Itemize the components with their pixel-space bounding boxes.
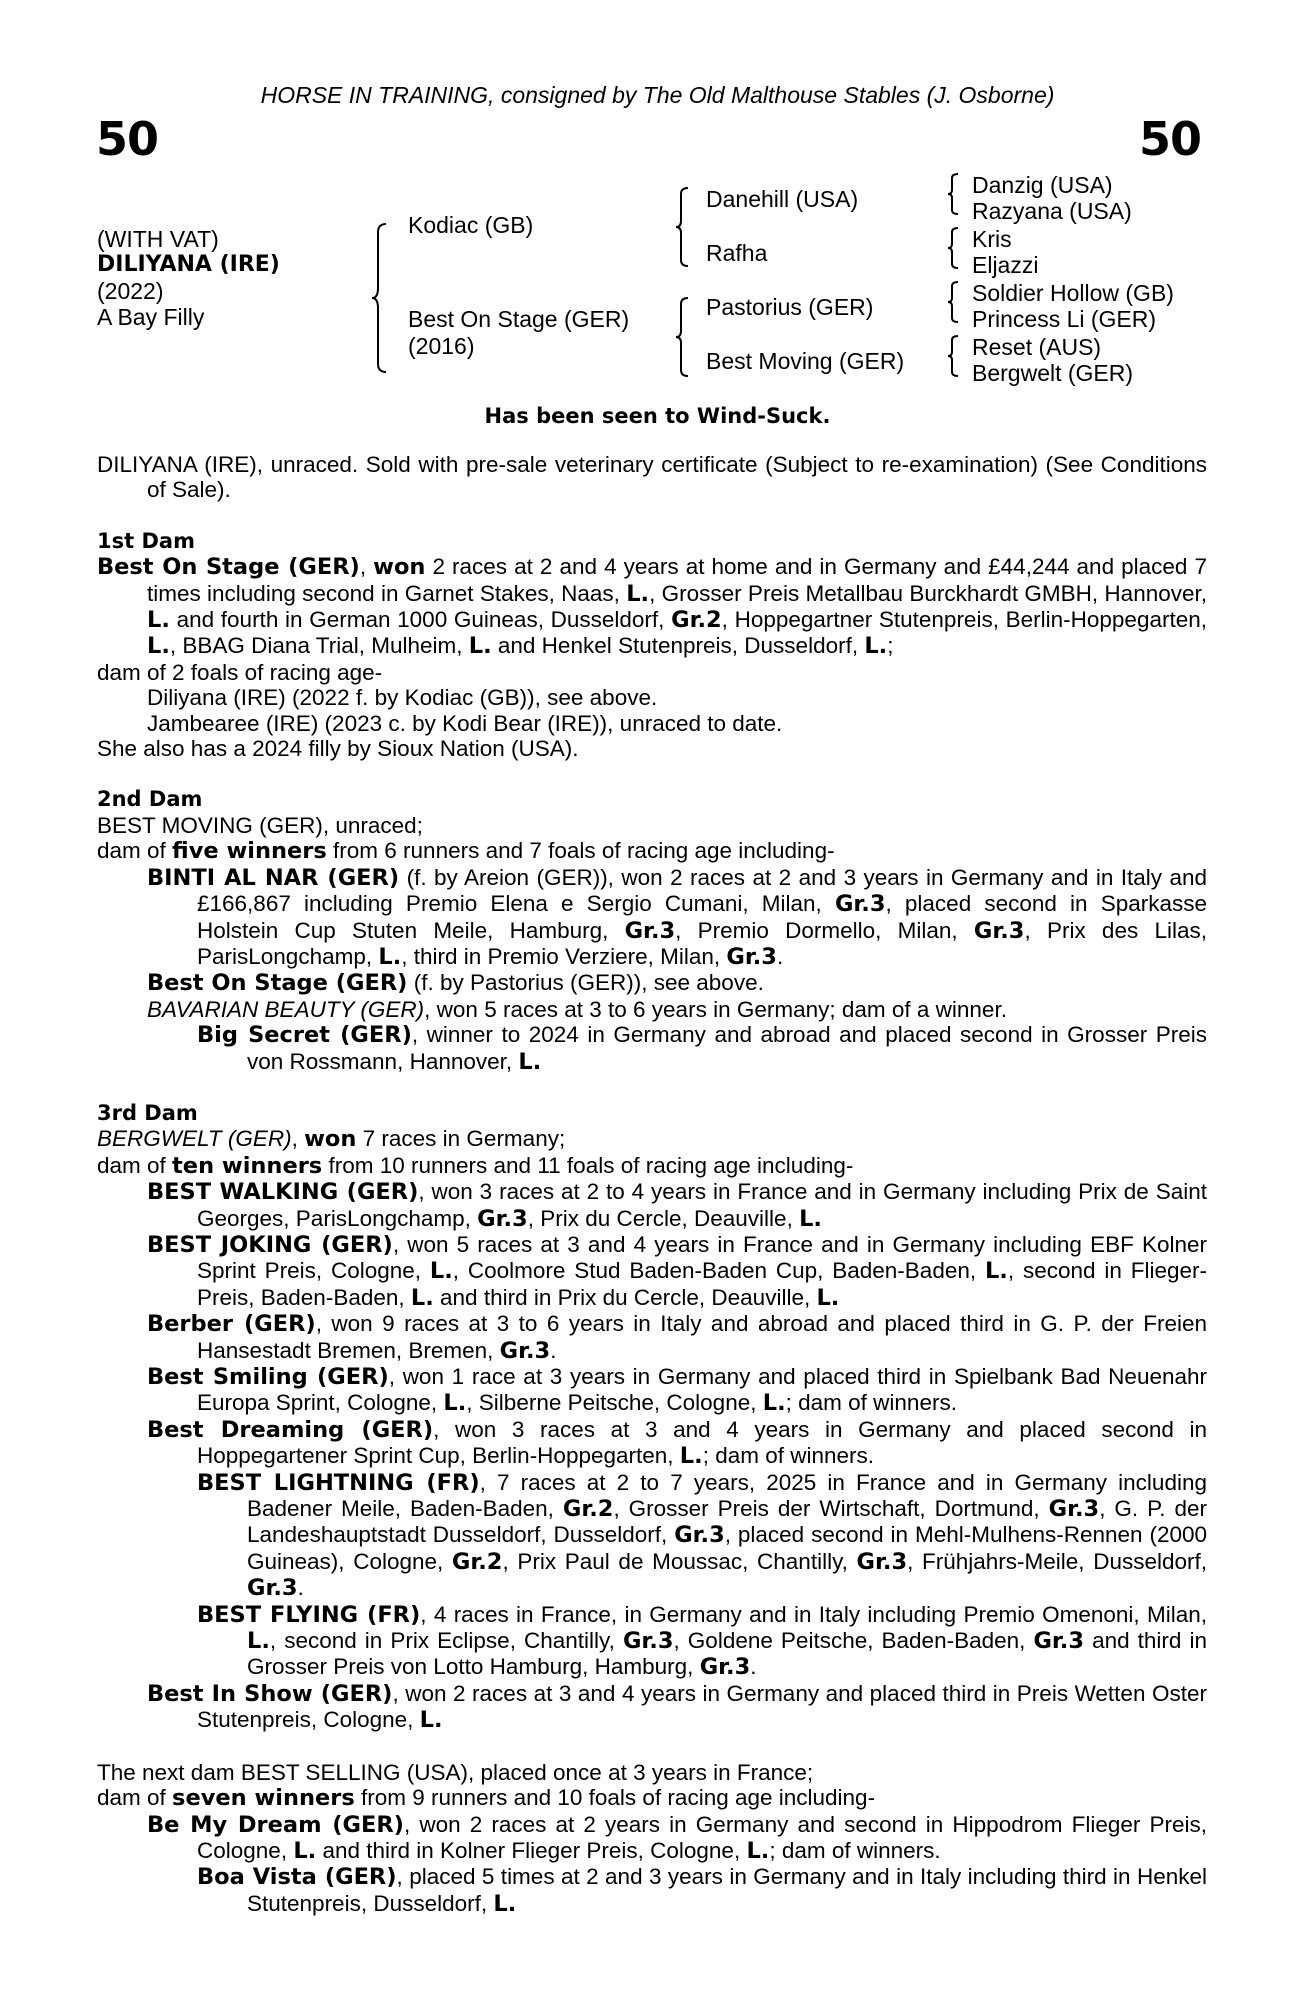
dam-name: Best On Stage (GER): [408, 306, 630, 332]
binti-al-nar-entry: BINTI AL NAR (GER) (f. by Areion (GER)), won 2 races at 2 and 3 years in Germany and in Italy and £166,867 including Premio Elena e Sergio Cumani, Milan, Gr.3, placed second in Sparkasse Holstein Cup Stuten Meile, Hamburg, Gr.3, Premio Dormello, Milan, Gr.3, Prix des Lilas, ParisLongchamp, L., third in Premio Verziere, Milan, Gr.3.: [147, 864, 1208, 970]
berber-entry: Berber (GER), won 9 races at 3 to 6 years in Italy and abroad and placed third in G. P. der Freien Hansestadt Bremen, Bremen, Gr.3.: [147, 1311, 1207, 1364]
dam-sire: Pastorius (GER): [706, 294, 874, 320]
first-dam-foal-1: Diliyana (IRE) (2022 f. by Kodiac (GB)), see above.: [147, 685, 658, 711]
pedigree-brace-sire: [674, 186, 690, 268]
dam-year: (2016): [408, 333, 475, 359]
third-dam-heading: 3rd Dam: [97, 1100, 198, 1125]
first-dam-record: Best On Stage (GER), won 2 races at 2 and 4 years at home and in Germany and £44,244 and placed 7 times including second in Garnet Stakes, Naas, L., Grosser Preis Metallbau Burckhardt GMBH, Hannover, L. and fourth in German 1000 Guineas, Dusseldorf, Gr.2, Hoppegartner Stutenpreis, Berlin-Hoppegarten, L., BBAG Diana Trial, Mulheim, L. and Henkel Stutenpreis, Dusseldorf, L.;: [97, 554, 1207, 660]
sire-name: Kodiac (GB): [408, 212, 534, 238]
boa-vista-entry: Boa Vista (GER), placed 5 times at 2 and 3 years in Germany and in Italy including third in Henkel Stutenpreis, Dusseldorf, L.: [197, 1864, 1207, 1917]
consignment-header: HORSE IN TRAINING, consigned by The Old Malthouse Stables (J. Osborne): [260, 82, 1055, 108]
g3-eljazzi: Eljazzi: [972, 252, 1039, 278]
horse-year: (2022): [97, 278, 164, 304]
g3-razyana: Razyana (USA): [972, 198, 1132, 224]
best-smiling-entry: Best Smiling (GER), won 1 race at 3 years in Germany and placed third in Spielbank Bad Neuenahr Europa Sprint, Cologne, L., Silberne Peitsche, Cologne, L.; dam of winners.: [147, 1364, 1208, 1417]
best-walking-entry: BEST WALKING (GER), won 3 races at 2 to 4 years in France and in Germany including Prix de Saint Georges, ParisLongchamp, Gr.3, Prix du Cercle, Deauville, L.: [147, 1179, 1207, 1232]
first-dam-foal-2: Jambearee (IRE) (2023 c. by Kodi Bear (IRE)), unraced to date.: [147, 710, 783, 736]
dam-dam: Best Moving (GER): [706, 348, 905, 374]
third-dam-line: BERGWELT (GER), won 7 races in Germany;: [97, 1126, 566, 1153]
lot-number-left: 50: [96, 112, 159, 166]
pedigree-brace-g3-3: [946, 280, 960, 324]
best-flying-entry: BEST FLYING (FR), 4 races in France, in Germany and in Italy including Premio Omenoni, Milan, L., second in Prix Eclipse, Chantilly, Gr.3, Goldene Peitsche, Baden-Baden, Gr.3 and third in Grosser Preis von Lotto Hamburg, Hamburg, Gr.3.: [197, 1601, 1207, 1681]
pedigree-brace-g3-2: [946, 226, 960, 270]
bavarian-beauty-entry: BAVARIAN BEAUTY (GER), won 5 races at 3 to 6 years in Germany; dam of a winner.: [147, 996, 1007, 1022]
g3-princess-li: Princess Li (GER): [972, 306, 1157, 332]
g3-reset: Reset (AUS): [972, 334, 1102, 360]
be-my-dream-entry: Be My Dream (GER), won 2 races at 2 years in Germany and second in Hippodrom Flieger Preis, Cologne, L. and third in Kolner Flieger Preis, Cologne, L.; dam of winners.: [147, 1811, 1207, 1864]
vat-label: (WITH VAT): [97, 226, 219, 252]
pedigree-brace-g3-4: [946, 334, 960, 378]
second-dam-heading: 2nd Dam: [97, 787, 203, 812]
first-dam-foals-line: dam of 2 foals of racing age-: [97, 659, 383, 685]
pedigree-brace-g3-1: [946, 172, 960, 216]
g3-soldier-hollow: Soldier Hollow (GB): [972, 280, 1174, 306]
sire-dam: Rafha: [706, 240, 768, 266]
lot-number-right: 50: [1138, 112, 1201, 166]
sire-sire: Danehill (USA): [706, 186, 859, 212]
next-dam-line: The next dam BEST SELLING (USA), placed once at 3 years in France;: [97, 1759, 814, 1785]
first-dam-heading: 1st Dam: [97, 528, 195, 553]
first-dam-also: She also has a 2024 filly by Sioux Nation (USA).: [97, 736, 579, 762]
second-dam-line: BEST MOVING (GER), unraced;: [97, 812, 423, 838]
best-joking-entry: BEST JOKING (GER), won 5 races at 3 and 4 years in France and in Germany including EBF Kolner Sprint Preis, Cologne, L., Coolmore Stud Baden-Baden Cup, Baden-Baden, L., second in Flieger-Preis, Baden-Baden, L. and third in Prix du Cercle, Deauville, L.: [147, 1231, 1207, 1311]
catalogue-body: [97, 452, 1207, 1917]
pedigree-brace-dam: [674, 296, 690, 378]
g3-kris: Kris: [972, 226, 1012, 252]
second-dam-dam-of: dam of five winners from 6 runners and 7 foals of racing age including-: [97, 838, 835, 865]
best-on-stage-entry: Best On Stage (GER) (f. by Pastorius (GER)), see above.: [147, 970, 764, 997]
g3-bergwelt: Bergwelt (GER): [972, 360, 1134, 386]
g3-danzig: Danzig (USA): [972, 172, 1113, 198]
third-dam-dam-of: dam of ten winners from 10 runners and 11 foals of racing age including-: [97, 1152, 854, 1179]
horse-description: A Bay Filly: [97, 304, 205, 330]
intro-paragraph: DILIYANA (IRE), unraced. Sold with pre-sale veterinary certificate (Subject to re-examination) (See Conditions of Sale).: [97, 452, 1207, 503]
big-secret-entry: Big Secret (GER), winner to 2024 in Germany and abroad and placed second in Grosser Preis von Rossmann, Hannover, L.: [197, 1022, 1207, 1075]
best-lightning-entry: BEST LIGHTNING (FR), 7 races at 2 to 7 years, 2025 in France and in Germany including Badener Meile, Baden-Baden, Gr.2, Grosser Preis der Wirtschaft, Dortmund, Gr.3, G. P. der Landeshauptstadt Dusseldorf, Dusseldorf, Gr.3, placed second in Mehl-Mulhens-Rennen (2000 Guineas), Cologne, Gr.2, Prix Paul de Moussac, Chantilly, Gr.3, Frühjahrs-Meile, Dusseldorf, Gr.3.: [197, 1469, 1207, 1602]
wind-suck-note: Has been seen to Wind-Suck.: [484, 404, 831, 428]
horse-name: DILIYANA (IRE): [97, 252, 280, 277]
best-in-show-entry: Best In Show (GER), won 2 races at 3 and 4 years in Germany and placed third in Preis Wetten Oster Stutenpreis, Cologne, L.: [147, 1680, 1207, 1734]
best-dreaming-entry: Best Dreaming (GER), won 3 races at 3 and 4 years in Germany and placed second in Hoppegartener Sprint Cup, Berlin-Hoppegarten, L.; dam of winners.: [147, 1416, 1207, 1470]
pedigree-brace-main: [370, 222, 388, 374]
next-dam-dam-of: dam of seven winners from 9 runners and 10 foals of racing age including-: [97, 1785, 876, 1812]
